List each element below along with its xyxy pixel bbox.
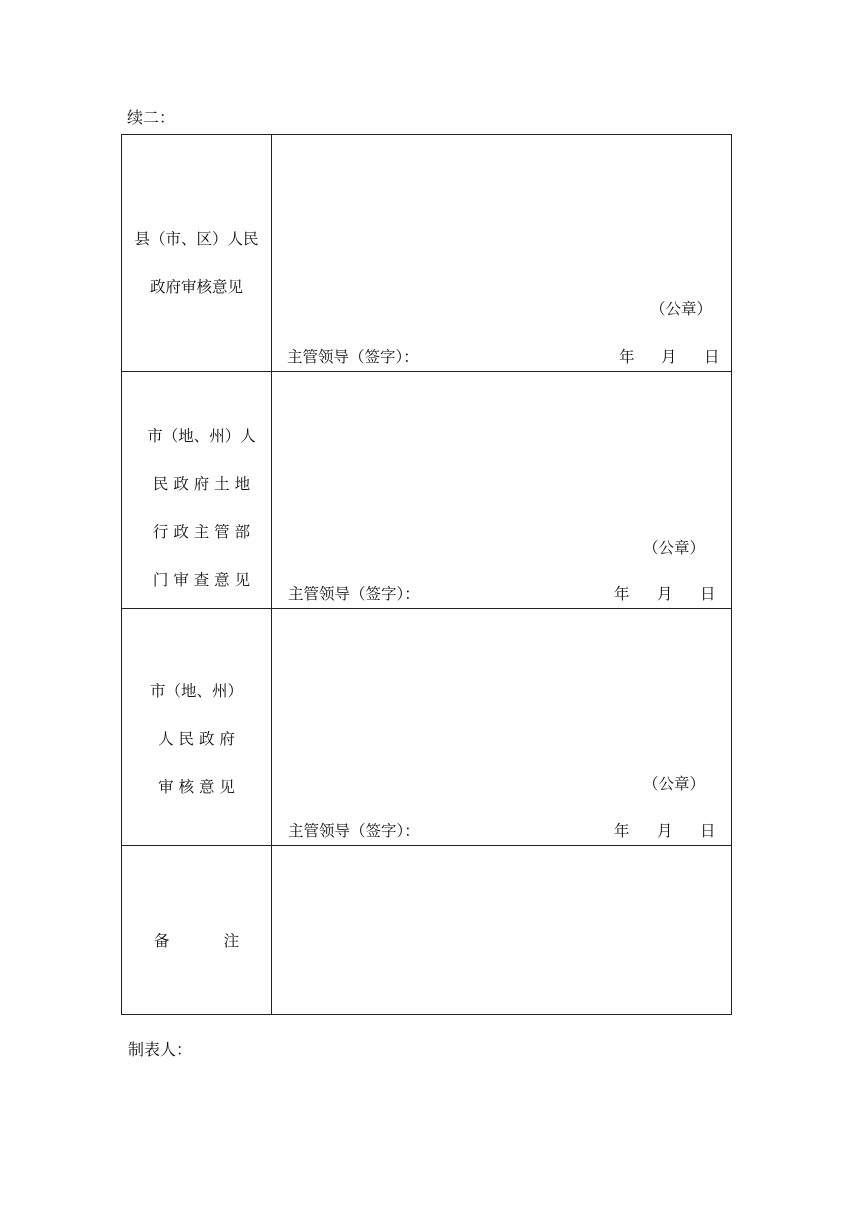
date-month: 月 [661, 348, 677, 366]
label-line: 县（市、区）人民 [134, 230, 259, 248]
date-month: 月 [657, 585, 673, 603]
row-label-county-government [122, 227, 271, 297]
approval-table [121, 134, 732, 1015]
label-line: 行 政 主 管 部 [152, 523, 251, 541]
date-day: 日 [700, 822, 716, 840]
preparer-label: 制表人： [128, 1040, 193, 1059]
official-seal-label: （公章） [650, 300, 713, 318]
date-year: 年 [619, 348, 635, 366]
row-label-remarks [122, 929, 271, 951]
date-day: 日 [700, 585, 716, 603]
label-line: 备 注 [153, 932, 240, 950]
date-day: 日 [704, 348, 720, 366]
row-divider [122, 845, 731, 846]
signature-label: 主管领导（签字）： [287, 348, 419, 366]
label-line: 人 民 政 府 [158, 730, 235, 748]
date-year: 年 [614, 585, 630, 603]
label-line: 民 政 府 土 地 [152, 475, 251, 493]
continuation-heading: 续二： [127, 108, 176, 127]
signature-label: 主管领导（签字）： [288, 585, 420, 603]
row-divider [122, 608, 731, 609]
row-label-city-land-dept [127, 424, 276, 590]
row-divider [122, 371, 731, 372]
official-seal-label: （公章） [643, 539, 706, 557]
row-label-city-government [122, 679, 271, 797]
date-year: 年 [614, 822, 630, 840]
label-line: 审 核 意 见 [158, 778, 235, 796]
official-seal-label: （公章） [643, 775, 706, 793]
signature-label: 主管领导（签字）： [288, 822, 420, 840]
label-line: 门 审 查 意 见 [152, 571, 251, 589]
label-line: 政府审核意见 [149, 278, 243, 296]
label-line: 市（地、州） [149, 682, 243, 700]
date-month: 月 [657, 822, 673, 840]
label-line: 市（地、州）人 [147, 427, 256, 445]
